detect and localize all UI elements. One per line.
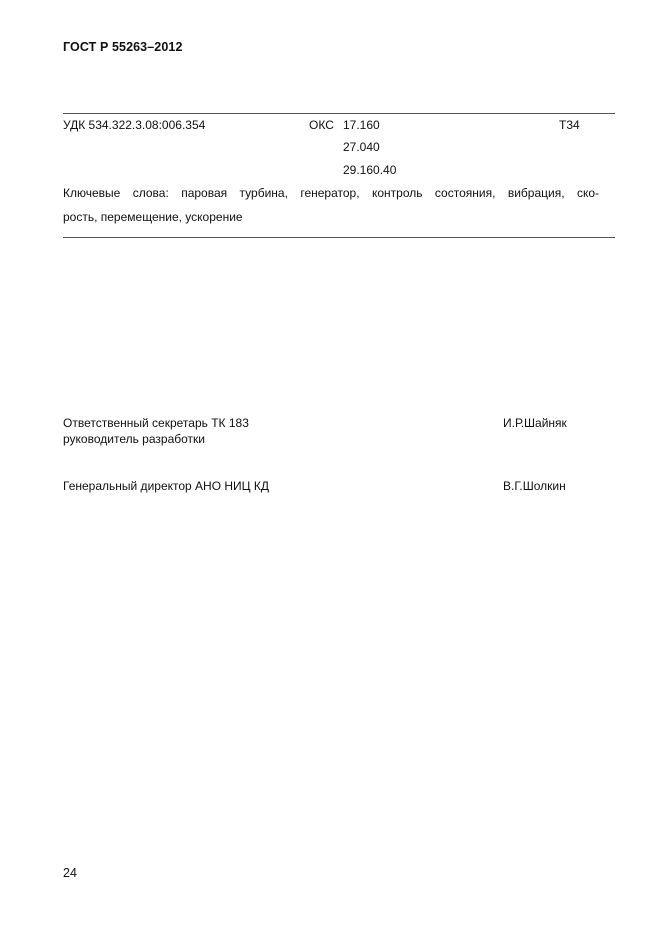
signatory-2-title: Генеральный директор АНО НИЦ КД: [63, 479, 269, 493]
standard-header: ГОСТ Р 55263–2012: [63, 40, 183, 54]
udk-code: УДК 534.322.3.08:006.354: [63, 118, 206, 132]
signatory-1-subtitle: руководитель разработки: [63, 432, 205, 446]
signatory-2-name: В.Г.Шолкин: [503, 479, 566, 493]
signatory-1-title: Ответственный секретарь ТК 183: [63, 416, 249, 430]
keywords-line-2: рость, перемещение, ускорение: [63, 210, 243, 224]
bottom-divider: [63, 237, 615, 238]
top-divider: [63, 113, 615, 114]
group-code: Т34: [559, 118, 580, 132]
oks-label: ОКС: [309, 118, 334, 132]
oks-code-1: 17.160: [343, 118, 380, 132]
signatory-1-name: И.Р.Шайняк: [503, 416, 567, 430]
keywords-line-1: Ключевые слова: паровая турбина, генератор, контроль состояния, вибрация, ско-: [63, 186, 599, 200]
oks-code-3: 29.160.40: [343, 163, 397, 177]
oks-code-2: 27.040: [343, 140, 380, 154]
page-number: 24: [63, 866, 77, 880]
